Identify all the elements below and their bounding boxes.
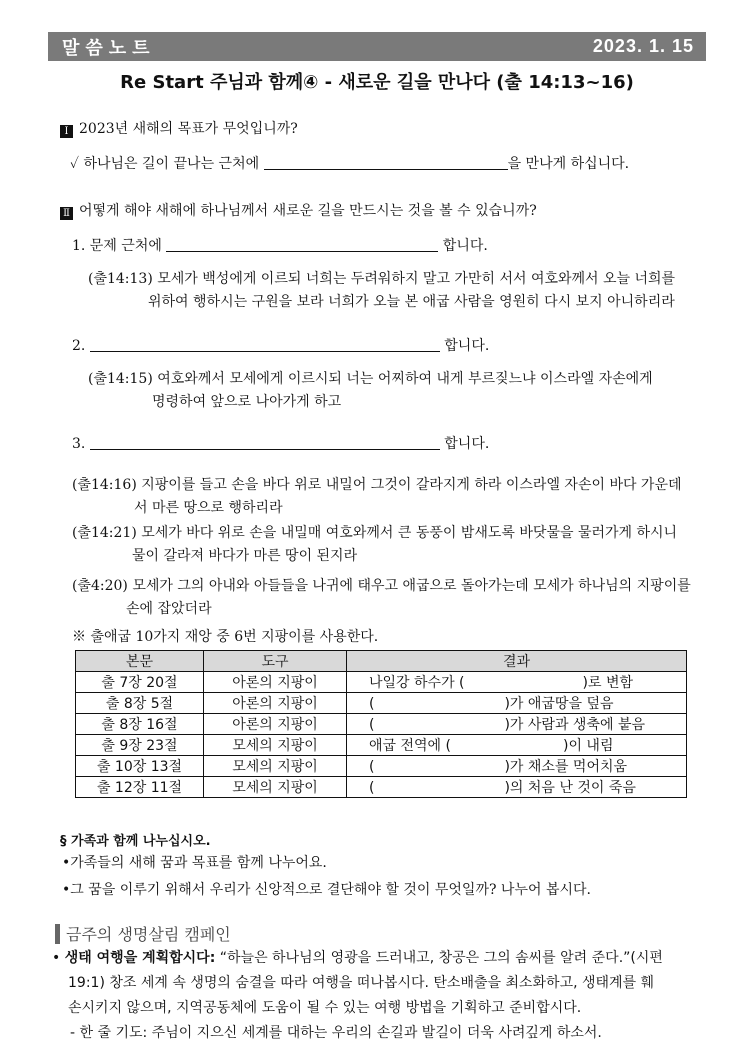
campaign-lead: 생태 여행을 계획합시다: [64,950,216,966]
page-title: Re Start 주님과 함께④ - 새로운 길을 만나다 (출 14:13~16) [120,72,634,93]
section2-item-3 [72,433,489,453]
item1-suffix: 합니다. [442,238,488,254]
section1-question [60,118,298,138]
section1-answer-before: 하나님은 길이 끝나는 근처에 [83,156,260,172]
family-bullet-1: •가족들의 새해 꿈과 목표를 함께 나누어요. [62,855,327,871]
campaign-title-bar [55,924,60,944]
table-row: 출 8장 5절 아론의 지팡이 ( )가 애굽땅을 덮음 [76,693,687,714]
header-date: 2023. 1. 15 [592,36,694,56]
section2-question-text: 어떻게 해야 새해에 하나님께서 새로운 길을 만드시는 것을 볼 수 있습니까? [79,203,537,219]
check-icon: ✓ [70,156,80,172]
answer-blank-4[interactable] [90,436,440,450]
family-heading: § 가족과 함께 나누십시오. [60,834,211,849]
campaign-line-1: • 생태 여행을 계획합시다: “하늘은 하나님의 영광을 드러내고, 창공은 그의 솜씨를 알려 준다.”(시편 [52,950,663,966]
header-label: 말씀노트 [62,37,156,59]
answer-blank-3[interactable] [90,338,440,352]
section2-item-1 [72,235,488,255]
section1-answer-after: 을 만나게 하십니다. [507,156,630,172]
section2-numeral: Ⅱ [60,207,73,220]
answer-blank-1[interactable] [264,156,508,170]
campaign-prayer: - 한 줄 기도: 주님이 지으신 세계를 대하는 우리의 손길과 발길이 더욱 사려깊게 하소서. [70,1025,602,1041]
item3-prefix: 3. [72,436,86,452]
campaign-line-3: 손시키지 않으며, 지역공동체에 도움이 될 수 있는 여행 방법을 기획하고 준비합시다. [68,1000,582,1016]
verse-exodus-14-15: (출14:15) 여호와께서 모세에게 이르시되 너는 어찌하여 내게 부르짖느냐 이스라엘 자손에게 명령하여 앞으로 나아가게 하고 [88,371,653,410]
section1-numeral: Ⅰ [60,125,73,138]
col-header-tool: 도구 [204,651,347,672]
plague-note: ※ 출애굽 10가지 재앙 중 6번 지팡이를 사용한다. [72,629,379,645]
bullet-icon: • [52,950,61,966]
col-header-result: 결과 [347,651,687,672]
header-bar [48,32,706,61]
verse-exodus-14-16: (출14:16) 지팡이를 들고 손을 바다 위로 내밀어 그것이 갈라지게 하라 이스라엘 자손이 바다 가운데 서 마른 땅으로 행하리라 [72,477,682,516]
table-row: 출 10장 13절 모세의 지팡이 ( )가 채소를 먹어치움 [76,756,687,777]
table-row: 출 8장 16절 아론의 지팡이 ( )가 사람과 생축에 붙음 [76,714,687,735]
section1-answer [70,153,629,173]
verse-exodus-4-20: (출4:20) 모세가 그의 아내와 아들들을 나귀에 태우고 애굽으로 돌아가는데 모세가 하나님의 지팡이를 손에 잡았더라 [72,578,691,617]
answer-blank-2[interactable] [166,238,438,252]
campaign-body [52,946,702,1046]
item2-prefix: 2. [72,338,86,354]
verse-exodus-14-13: (출14:13) 모세가 백성에게 이르되 너희는 두려워하지 말고 가만히 서서 여호와께서 오늘 너희를 위하여 행하시는 구원을 보라 너희가 오늘 본 애굽 사람을 영원히 다시 보지 아니하리라 [88,271,676,310]
item1-prefix: 1. 문제 근처에 [72,238,162,254]
table-row: 출 7장 20절 아론의 지팡이 나일강 하수가 ( )로 변함 [76,672,687,693]
plague-table [75,650,687,798]
campaign-line-2: 19:1) 창조 세계 속 생명의 숨결을 따라 여행을 떠나봅시다. 탄소배출을 최소화하고, 생태계를 훼 [68,975,655,991]
section2-item-2 [72,335,489,355]
verse-exodus-14-21: (출14:21) 모세가 바다 위로 손을 내밀매 여호와께서 큰 동풍이 밤새도록 바닷물을 물러가게 하시니 물이 갈라져 바다가 마른 땅이 된지라 [72,525,678,564]
table-row: 출 12장 11절 모세의 지팡이 ( )의 처음 난 것이 죽음 [76,777,687,798]
table-header-row [76,651,687,672]
section2-question [60,200,537,220]
table-row: 출 9장 23절 모세의 지팡이 애굽 전역에 ( )이 내림 [76,735,687,756]
campaign-title: 금주의 생명살림 캠페인 [55,922,231,945]
section1-question-text: 2023년 새해의 목표가 무엇입니까? [79,121,298,137]
item2-suffix: 합니다. [444,338,490,354]
item3-suffix: 합니다. [444,436,490,452]
col-header-text: 본문 [76,651,204,672]
family-bullet-2: •그 꿈을 이루기 위해서 우리가 신앙적으로 결단해야 할 것이 무엇일까? 나누어 봅시다. [62,882,591,898]
